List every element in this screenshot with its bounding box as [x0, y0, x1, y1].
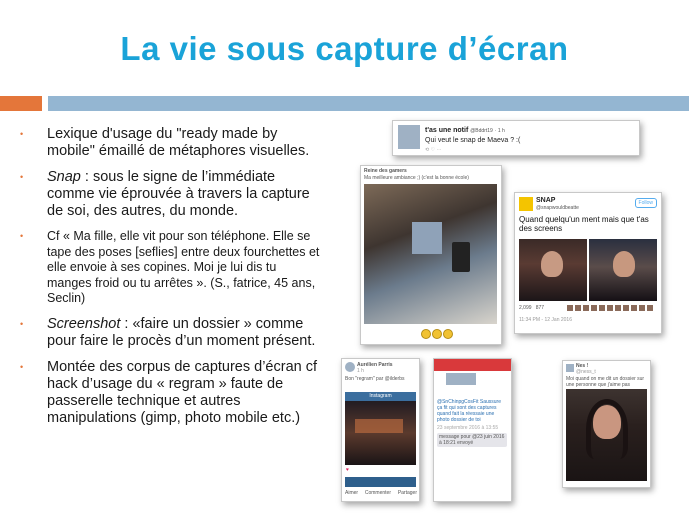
tweet-text: Qui veut le snap de Maeva ? :(	[425, 137, 521, 144]
tweet-text: Quand quelqu'un ment mais que t'as des screens	[519, 215, 649, 233]
screenshot-snap-selfie	[360, 165, 502, 345]
bullet-list	[20, 126, 320, 436]
accent-bar-blue	[48, 96, 689, 111]
bullet-marker-icon: •	[20, 318, 24, 329]
bullet-item	[20, 316, 320, 350]
hair-shape	[586, 399, 628, 459]
chat-message: @SnChinpgCosFit Saussure ça fit qui sont des captures quand fait la réessaie une photo dossier de toi	[437, 399, 501, 423]
bullet-text: : sous le signe de l’immédiate comme vie éprouvée à travers la capture de soi, des autres, du monde.	[47, 169, 310, 219]
instagram-tab-share[interactable]: Partager	[397, 490, 417, 496]
bullet-marker-icon: •	[20, 172, 24, 182]
bullet-item	[20, 359, 320, 427]
avatar	[398, 125, 420, 149]
screenshot-chat	[433, 358, 512, 502]
screenshot-snap-tweet	[514, 192, 662, 334]
emoji-icon	[421, 329, 431, 339]
tweet-photo-left	[519, 239, 587, 301]
chat-date: 23 septembre 2016 à 13:55	[437, 425, 499, 431]
follow-button[interactable]	[635, 198, 657, 208]
person-shape	[541, 251, 563, 277]
phone-shape	[452, 242, 470, 272]
bullet-text: Lexique d'usage du "ready made by mobile" émaillé de métaphores visuelles.	[47, 126, 310, 159]
person-shape	[613, 251, 635, 277]
instagram-photo	[345, 401, 416, 465]
bullet-item	[20, 169, 320, 220]
avatar	[519, 197, 533, 211]
bullet-text: : «faire un dossier » comme pour faire le procès d’un moment présent.	[47, 315, 316, 349]
tweet-author-name: t'as une notif	[425, 127, 469, 134]
emoji-icon	[443, 329, 453, 339]
tweet-handle: @snapwouldbeatte	[536, 205, 579, 211]
tweet-author-name: SNAP	[536, 197, 556, 204]
screenshot-instagram-regram	[341, 358, 420, 502]
tweet-text: Moi quand on me dit un dossier sur une personne que j'aime pas	[566, 376, 645, 388]
snap-subheader: Ma meilleure ambiance ;) (c'est la bonne école)	[364, 175, 469, 181]
instagram-tab-comment[interactable]: Commenter	[364, 490, 391, 496]
tweet-actions-icon: ⟲ ♡ ⋯	[425, 147, 442, 153]
liker-avatars	[567, 305, 655, 311]
bullet-item	[20, 126, 320, 160]
favorite-count: 877	[535, 305, 545, 311]
tweet-photo	[566, 389, 647, 481]
tweet-handle: @Bddrt19	[470, 128, 493, 134]
instagram-author: Aurélien Parris	[357, 362, 393, 368]
instagram-caption: Bon "regram" par @ilderbs	[345, 376, 405, 382]
instagram-nav-bar	[345, 477, 416, 487]
bullet-marker-icon: •	[20, 129, 24, 139]
snap-header: Reine des gamers	[364, 168, 407, 174]
tweet-photo-right	[589, 239, 657, 301]
screen-glow	[355, 419, 403, 433]
blurred-face	[412, 222, 442, 254]
slide-title: La vie sous capture d’écran	[120, 30, 569, 67]
bullet-text: Montée des corpus de captures d’écran cf hack d’usage du « regram » faute de passerelle technique et autres manipulations (gimp, photo mobile etc.)	[47, 358, 318, 426]
screenshot-kim-tweet	[562, 360, 651, 488]
emoji-icon	[432, 329, 442, 339]
bullet-emphasis: Screenshot	[47, 315, 121, 332]
blurred-name	[446, 373, 476, 385]
avatar	[345, 362, 355, 372]
bullet-emphasis: Snap	[47, 169, 81, 185]
bullet-marker-icon: •	[20, 231, 24, 241]
tweet-date: 11:34 PM - 12 Jan 2016	[519, 317, 572, 323]
selfie-photo	[364, 184, 497, 324]
bullet-marker-icon: •	[20, 361, 24, 372]
accent-bar-orange	[0, 96, 42, 111]
instagram-header	[345, 392, 416, 401]
instagram-app-label: Instagram	[369, 393, 392, 399]
avatar	[566, 364, 574, 372]
bullet-item	[20, 229, 320, 307]
bullet-text: Cf « Ma fille, elle vit pour son téléphone. Elle se tape des poses [seflies] entre deux fourchettes et elle envoie à ses copines. Moi je lui dis tu manges froid ou tu arrêtes ». (S., fatrice, 45 ans, Seclin)	[47, 229, 320, 305]
tweet-author-name: Nes !	[576, 363, 589, 369]
instagram-tab-like[interactable]: Aimer	[345, 490, 359, 496]
instagram-meta: 1 h	[357, 368, 364, 374]
tweet-time: · 1 h	[494, 128, 505, 134]
heart-icon[interactable]: ♥	[346, 467, 349, 473]
chat-reply-bubble: message pour @23 juin 2016 à 18:21 envoyé	[437, 433, 507, 447]
retweet-count: 2,099	[519, 305, 532, 311]
tweet-handle: @ness_t	[576, 369, 596, 375]
follow-label: Follow	[638, 200, 653, 206]
screenshot-tweet-notif	[392, 120, 640, 156]
chat-header-bar	[434, 359, 511, 371]
